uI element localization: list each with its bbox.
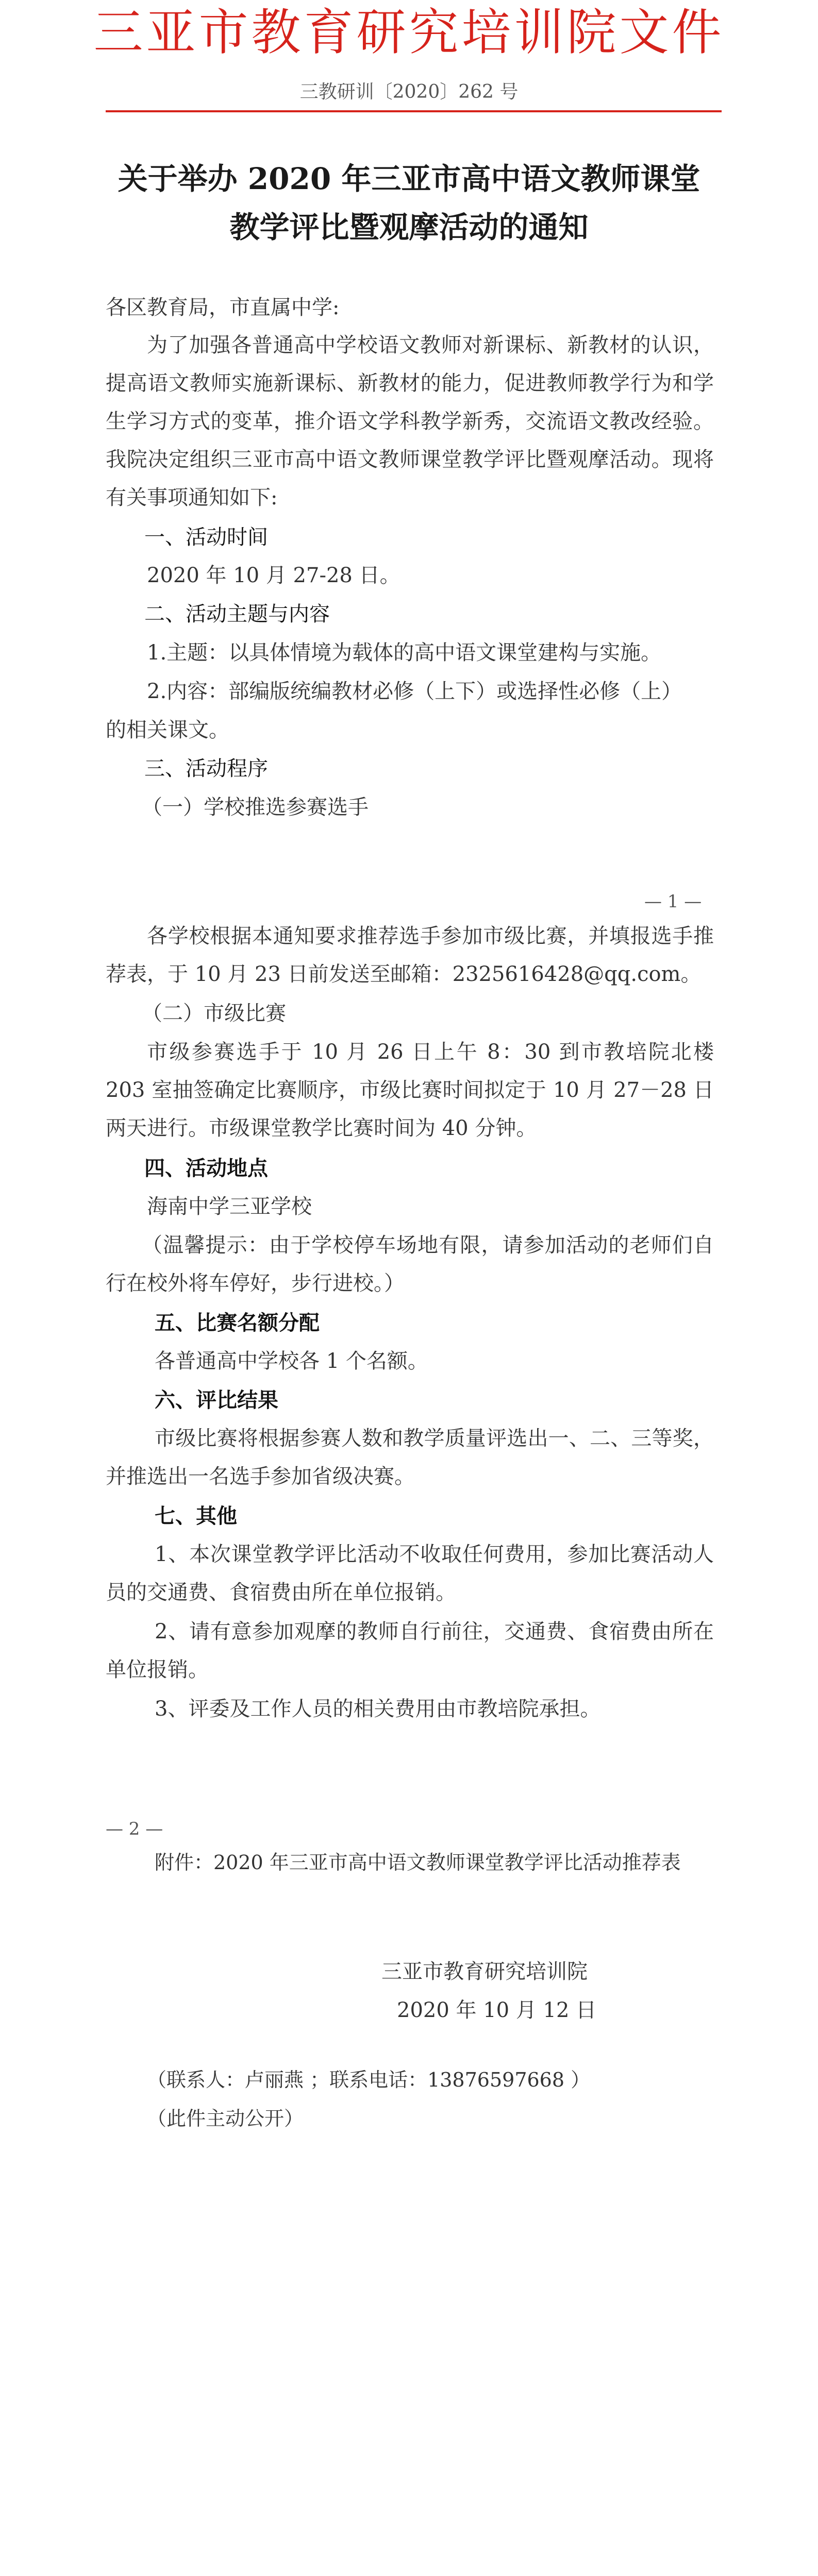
doc-number: 三教研训〔2020〕262 号 (299, 81, 519, 103)
section-5-body: 各普通高中学校各 1 个名额。 (155, 1349, 428, 1373)
document-title-line1: 关于举办 2020 年三亚市高中语文教师课堂 (118, 161, 700, 196)
page-number-2: — 2 — (106, 1819, 163, 1839)
signature-org: 三亚市教育研究培训院 (381, 1960, 588, 1984)
section-1-heading: 一、活动时间 (144, 526, 268, 549)
disclosure-line: （此件主动公开） (147, 2107, 304, 2130)
section-2-item-2-line2: 的相关课文。 (106, 718, 229, 742)
signature-date: 2020 年 10 月 12 日 (397, 1998, 597, 2022)
section-4-body: 海南中学三亚学校 (147, 1195, 312, 1218)
section-1-body: 2020 年 10 月 27-28 日。 (147, 564, 400, 587)
section-7-item-2: 2、请有意参加观摩的教师自行前往，交通费、食宿费由所在单位报销。 (106, 1620, 714, 1682)
page-number-1: — 1 — (644, 891, 702, 912)
section-7-item-1: 1、本次课堂教学评比活动不收取任何费用，参加比赛活动人员的交通费、食宿费由所在单位报销。 (106, 1543, 714, 1604)
org-title: 三亚市教育研究培训院文件 (93, 4, 725, 61)
section-3-sub-1: （一）学校推选参赛选手 (142, 795, 369, 819)
section-2-heading: 二、活动主题与内容 (144, 602, 330, 626)
section-6-body: 市级比赛将根据参赛人数和教学质量评选出一、二、三等奖，并推选出一名选手参加省级决赛。 (106, 1427, 714, 1488)
document-title-line2: 教学评比暨观摩活动的通知 (229, 210, 589, 245)
intro-paragraph: 为了加强各普通高中学校语文教师对新课标、新教材的认识，提高语文教师实施新课标、新教材的能力，促进教师教学行为和学生学习方式的变革，推介语文学科教学新秀，交流语文教改经验。我院决定组织三亚市高中语文教师课堂教学评比暨观摩活动。现将有关事项通知如下: (106, 333, 714, 510)
section-2-item-2-line1: 2.内容：部编版统编教材必修（上下）或选择性必修（上） (147, 680, 682, 703)
section-6-heading: 六、评比结果 (155, 1388, 278, 1412)
section-3-sub-2: （二）市级比赛 (142, 1002, 286, 1025)
section-7-heading: 七、其他 (155, 1504, 237, 1528)
red-divider (106, 110, 722, 112)
section-4-heading: 四、活动地点 (144, 1156, 268, 1180)
section-3-sub-2-body: 市级参赛选手于 10 月 26 日上午 8：30 到市教培院北楼 203 室抽签确定比赛顺序，市级比赛时间拟定于 10 月 27－28 日两天进行。市级课堂教学比赛时间为 40 分钟。 (106, 1040, 714, 1140)
section-3-heading: 三、活动程序 (144, 757, 268, 781)
document-title (0, 155, 818, 251)
section-5-heading: 五、比赛名额分配 (155, 1311, 320, 1335)
salutation: 各区教育局，市直属中学: (106, 296, 340, 319)
section-7-item-3: 3、评委及工作人员的相关费用由市教培院承担。 (155, 1697, 601, 1721)
section-2-item-1: 1.主题：以具体情境为载体的高中语文课堂建构与实施。 (147, 641, 662, 665)
section-3-sub-1-body: 各学校根据本通知要求推荐选手参加市级比赛，并填报选手推荐表，于 10 月 23 日前发送至邮箱：2325616428@qq.com。 (106, 924, 714, 986)
attachment-line: 附件：2020 年三亚市高中语文教师课堂教学评比活动推荐表 (155, 1851, 681, 1874)
contact-line: （联系人：卢丽燕 ；联系电话：13876597668 ） (147, 2069, 591, 2091)
section-4-tip: （温馨提示：由于学校停车场地有限，请参加活动的老师们自行在校外将车停好，步行进校。） (106, 1233, 714, 1295)
